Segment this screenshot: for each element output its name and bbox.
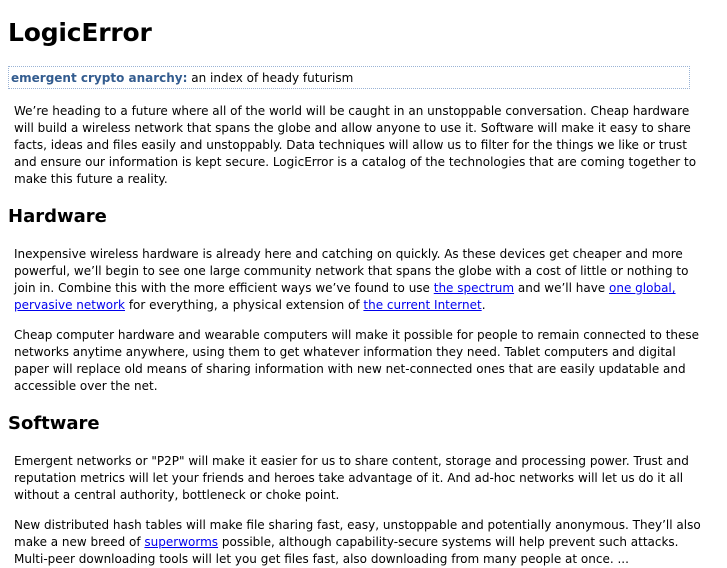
hardware-text-3: for everything, a physical extension of	[125, 298, 364, 312]
link-the-spectrum[interactable]: the spectrum	[433, 281, 515, 295]
link-superworms[interactable]: superworms	[144, 535, 219, 549]
intro-paragraph: We’re heading to a future where all of the world will be caught in an unstoppable conversation. Cheap hardware will build a wireless network that spans the globe and allow anyone to use it. Software will make it easy to share facts, ideas and files easily and unstoppably. Data techniques will allow us to filter for the things we like or trust and ensure our information is kept secure. LogicError is a catalog of the technologies that are coming together to make this future a reality.	[14, 104, 697, 186]
tagline-box	[8, 66, 690, 89]
link-current-internet[interactable]: the current Internet	[363, 298, 482, 312]
hardware-heading: Hardware	[8, 206, 107, 227]
tagline-text: an index of heady futurism	[191, 71, 354, 85]
software-paragraph-2	[8, 517, 719, 568]
link-global-network[interactable]: one global, pervasive network	[14, 281, 676, 312]
software-text-1: New distributed hash tables will make file sharing fast, easy, unstoppable and potentially anonymous. They’ll also make a new breed of	[14, 518, 701, 549]
hardware-text-4: .	[481, 298, 486, 312]
hardware-text-1: Inexpensive wireless hardware is already here and catching on quickly. As these devices get cheaper and more powerful, we’ll begin to see one large community network that spans the globe with a cost of little or nothing to join in. Combine this with the more efficient ways we’ve found to use	[14, 247, 689, 295]
software-heading: Software	[8, 413, 100, 434]
hardware-text-2: and we’ll have	[514, 281, 610, 295]
software-paragraph-1: Emergent networks or "P2P" will make it easier for us to share content, storage and processing power. Trust and reputation metrics will let your friends and heroes take advantage of it. And ad-hoc networks will let us do it all without a central authority, bottleneck or choke point.	[14, 454, 689, 502]
hardware-paragraph-1	[8, 246, 719, 314]
hardware-paragraph-2: Cheap computer hardware and wearable computers will make it possible for people to remain connected to these networks anytime anywhere, using them to get whatever information they need. Tablet computers and digital paper will replace old means of sharing information with new net-connected ones that are easily updatable and accessible over the net.	[14, 328, 700, 393]
site-title: LogicError	[8, 18, 152, 47]
software-text-2: possible, although capability-secure systems will help prevent such attacks. Multi-peer downloading tools will let you get files fast, also downloading from many people at once. ...	[14, 535, 679, 566]
tagline-lead: emergent crypto anarchy:	[11, 71, 188, 85]
